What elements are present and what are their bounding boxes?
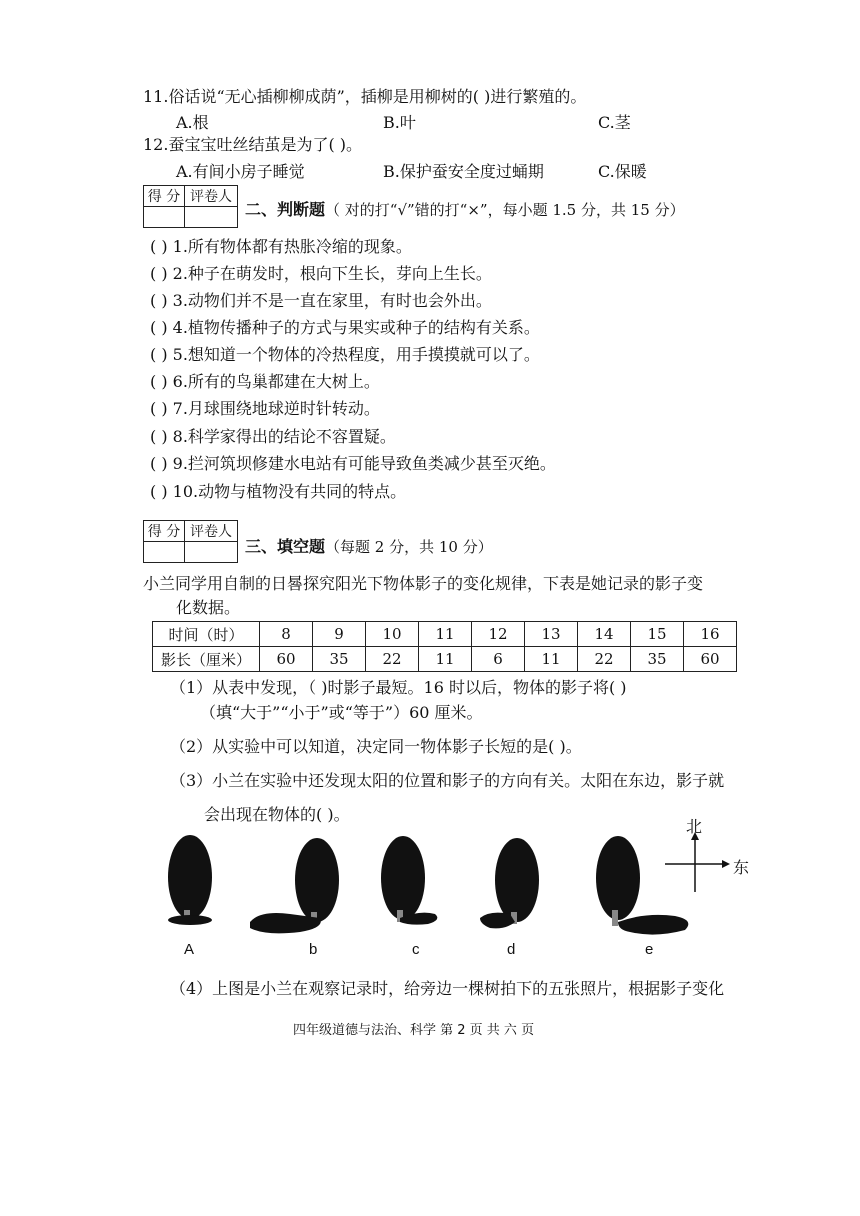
grader-label: 评卷人 <box>185 186 238 207</box>
length-cell: 22 <box>366 647 419 672</box>
question-11-option-a: A.根 <box>176 113 209 132</box>
time-cell: 15 <box>631 622 684 647</box>
grader-cell[interactable] <box>185 207 238 228</box>
grader-cell[interactable] <box>185 542 238 563</box>
question-12-option-b: B.保护蚕安全度过蛹期 <box>383 162 544 181</box>
length-header: 影长（厘米） <box>153 647 260 672</box>
figure-label-a: A <box>184 941 195 958</box>
time-cell: 14 <box>578 622 631 647</box>
question-11-option-b: B.叶 <box>383 113 416 132</box>
grader-label: 评卷人 <box>185 521 238 542</box>
question-12-option-c: C.保暖 <box>598 162 647 181</box>
fill-question-3-line-2: 会出现在物体的( )。 <box>204 805 350 824</box>
judge-item-6: ( ) 6.所有的鸟巢都建在大树上。 <box>150 372 380 391</box>
table-row-length <box>153 647 737 672</box>
judge-item-5: ( ) 5.想知道一个物体的冷热程度，用手摸摸就可以了。 <box>150 345 540 364</box>
judge-item-4: ( ) 4.植物传播种子的方式与果实或种子的结构有关系。 <box>150 318 540 337</box>
time-cell: 12 <box>472 622 525 647</box>
page-footer: 四年级道德与法治、科学 第 2 页 共 六 页 <box>293 1023 535 1038</box>
fill-question-2: （2）从实验中可以知道，决定同一物体影子长短的是( )。 <box>170 737 582 756</box>
length-cell: 22 <box>578 647 631 672</box>
fill-question-1-line-1: （1）从表中发现，（ )时影子最短。16 时以后，物体的影子将( ) <box>170 678 627 697</box>
time-cell: 10 <box>366 622 419 647</box>
tree-e-icon <box>596 836 688 935</box>
question-12-stem: 12.蚕宝宝吐丝结茧是为了( )。 <box>143 135 363 154</box>
tree-c-icon <box>381 836 437 925</box>
length-cell: 60 <box>260 647 313 672</box>
judge-item-2: ( ) 2.种子在萌发时，根向下生长，芽向上生长。 <box>150 264 492 283</box>
time-cell: 13 <box>525 622 578 647</box>
question-11-stem: 11.俗话说“无心插柳柳成荫”，插柳是用柳树的( )进行繁殖的。 <box>143 87 587 106</box>
score-cell[interactable] <box>144 207 185 228</box>
judge-item-3: ( ) 3.动物们并不是一直在家里，有时也会外出。 <box>150 291 492 310</box>
fill-question-3-line-1: （3）小兰在实验中还发现太阳的位置和影子的方向有关。太阳在东边，影子就 <box>170 771 725 790</box>
time-cell: 16 <box>684 622 737 647</box>
section-2-note: （ 对的打“√”错的打“×”，每小题 1.5 分，共 15 分） <box>325 201 685 219</box>
length-cell: 6 <box>472 647 525 672</box>
tree-a-icon <box>168 835 212 925</box>
judge-item-9: ( ) 9.拦河筑坝修建水电站有可能导致鱼类减少甚至灭绝。 <box>150 454 556 473</box>
score-cell[interactable] <box>144 542 185 563</box>
intro-line-1: 小兰同学用自制的日晷探究阳光下物体影子的变化规律，下表是她记录的影子变 <box>143 574 704 593</box>
score-box-section-3 <box>143 520 238 563</box>
compass-north-label: 北 <box>686 817 703 836</box>
judge-item-1: ( ) 1.所有物体都有热胀冷缩的现象。 <box>150 237 412 256</box>
intro-line-2: 化数据。 <box>176 598 241 617</box>
length-cell: 35 <box>313 647 366 672</box>
fill-question-4: （4）上图是小兰在观察记录时，给旁边一棵树拍下的五张照片，根据影子变化 <box>170 979 725 998</box>
tree-shadow-figure <box>150 810 770 970</box>
time-cell: 11 <box>419 622 472 647</box>
score-label: 得 分 <box>144 521 185 542</box>
shadow-data-table <box>152 621 737 672</box>
compass-icon <box>665 832 730 892</box>
compass-east-label: 东 <box>733 858 750 877</box>
score-label: 得 分 <box>144 186 185 207</box>
section-3-heading <box>245 534 493 557</box>
judge-item-7: ( ) 7.月球围绕地球逆时针转动。 <box>150 399 380 418</box>
section-3-note: （每题 2 分，共 10 分） <box>325 538 493 556</box>
figure-label-e: e <box>645 941 654 958</box>
section-3-title: 三、填空题 <box>245 537 326 556</box>
question-12-option-a: A.有间小房子睡觉 <box>176 162 305 181</box>
score-box-section-2 <box>143 185 238 228</box>
time-cell: 9 <box>313 622 366 647</box>
length-cell: 60 <box>684 647 737 672</box>
length-cell: 11 <box>419 647 472 672</box>
judge-item-8: ( ) 8.科学家得出的结论不容置疑。 <box>150 427 396 446</box>
figure-label-d: d <box>507 941 516 958</box>
time-header: 时间（时） <box>153 622 260 647</box>
question-11-option-c: C.茎 <box>598 113 631 132</box>
time-cell: 8 <box>260 622 313 647</box>
fill-question-1-line-2: （填“大于”“小于”或“等于”）60 厘米。 <box>200 703 483 722</box>
figure-label-b: b <box>309 941 318 958</box>
section-2-title: 二、判断题 <box>245 200 326 219</box>
figure-label-c: c <box>412 941 420 958</box>
table-row-time <box>153 622 737 647</box>
tree-d-icon <box>480 838 539 928</box>
judge-item-10: ( ) 10.动物与植物没有共同的特点。 <box>150 482 407 501</box>
length-cell: 11 <box>525 647 578 672</box>
section-2-heading <box>245 197 685 220</box>
length-cell: 35 <box>631 647 684 672</box>
tree-b-icon <box>250 838 339 933</box>
